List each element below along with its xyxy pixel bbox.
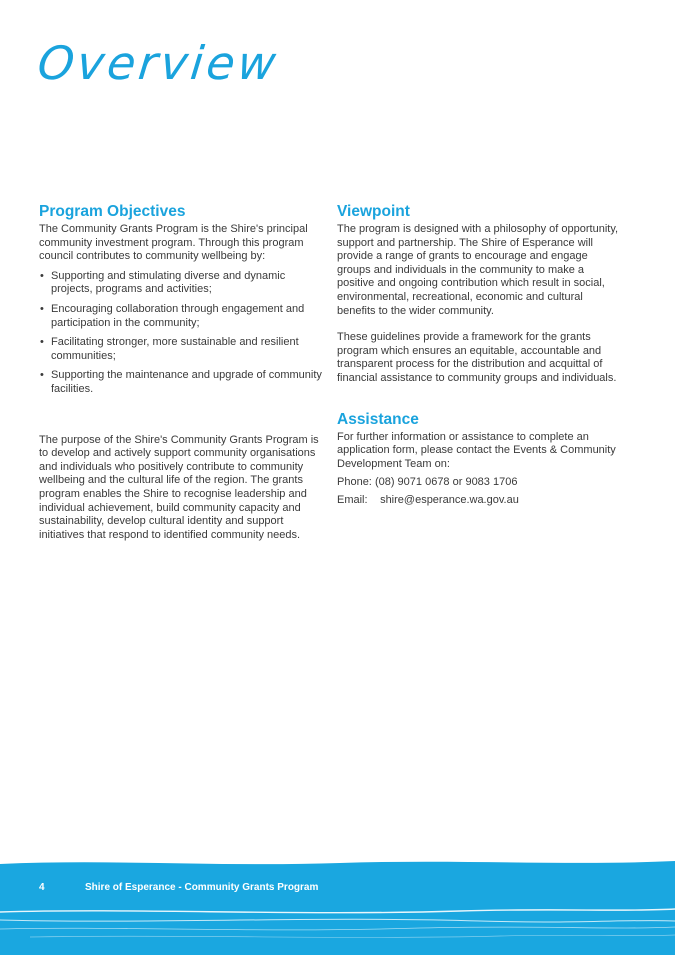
page-number: 4 (39, 882, 45, 893)
list-item (39, 369, 327, 396)
footer-wave-graphic (0, 858, 675, 955)
list-item (39, 270, 327, 297)
objectives-intro: The Community Grants Program is the Shire's principal community investment program. Through this program council contributes to community wellbeing by: (39, 223, 308, 263)
footer-band (0, 858, 675, 955)
bullet-icon: • (40, 269, 44, 282)
phone-line (337, 475, 619, 489)
list-item-text: Supporting the maintenance and upgrade of community facilities. (51, 369, 322, 395)
bullet-icon: • (40, 336, 44, 349)
assistance-heading: Assistance (337, 410, 419, 428)
footer-title: Shire of Esperance - Community Grants Program (85, 882, 319, 893)
email-link[interactable]: shire@esperance.wa.gov.au (380, 494, 519, 507)
right-column (337, 203, 619, 507)
list-item (39, 336, 327, 363)
bullet-icon: • (40, 302, 44, 315)
list-item-text: Facilitating stronger, more sustainable and resilient communities; (51, 336, 299, 362)
viewpoint-paragraph-1: The program is designed with a philosophy of opportunity, support and partnership. The Shire of Esperance will provide a range of grants to encourage and engage groups and individuals in the community to make a positive and ongoing contribution which result in social, environmental, recreational, economic and cultural benefits to the wider community. (337, 223, 619, 317)
bullet-icon: • (40, 369, 44, 382)
phone-value: (08) 9071 0678 or 9083 1706 (374, 476, 518, 489)
list-item-text: Supporting and stimulating diverse and dynamic projects, programs and activities; (51, 269, 286, 296)
viewpoint-paragraph-2: These guidelines provide a framework for the grants program which ensures an equitable, accountable and transparent process for the distribution and acquittal of financial assistance to community groups and individuals. (337, 331, 617, 384)
phone-label: Phone: (337, 476, 372, 489)
page-title: Overview (35, 36, 282, 90)
assistance-paragraph: For further information or assistance to complete an application form, please contact the Events & Community Development Team on: (337, 430, 616, 470)
left-column (39, 203, 327, 542)
list-item-text: Encouraging collaboration through engagement and participation in the community; (51, 302, 305, 329)
purpose-paragraph: The purpose of the Shire's Community Grants Program is to develop and actively support community organisations and individuals who positively contribute to community wellbeing and the cultural life of the region. The grants program enables the Shire to recognise leadership and individual achievement, build community capacity and sustainability, develop cultural identity and support initiatives that respond to identified community needs. (39, 433, 319, 541)
email-label: Email: (337, 494, 368, 507)
objectives-heading: Program Objectives (39, 203, 186, 220)
objectives-list (39, 270, 327, 397)
viewpoint-heading: Viewpoint (337, 203, 410, 220)
list-item (39, 303, 327, 330)
email-line (337, 493, 619, 507)
